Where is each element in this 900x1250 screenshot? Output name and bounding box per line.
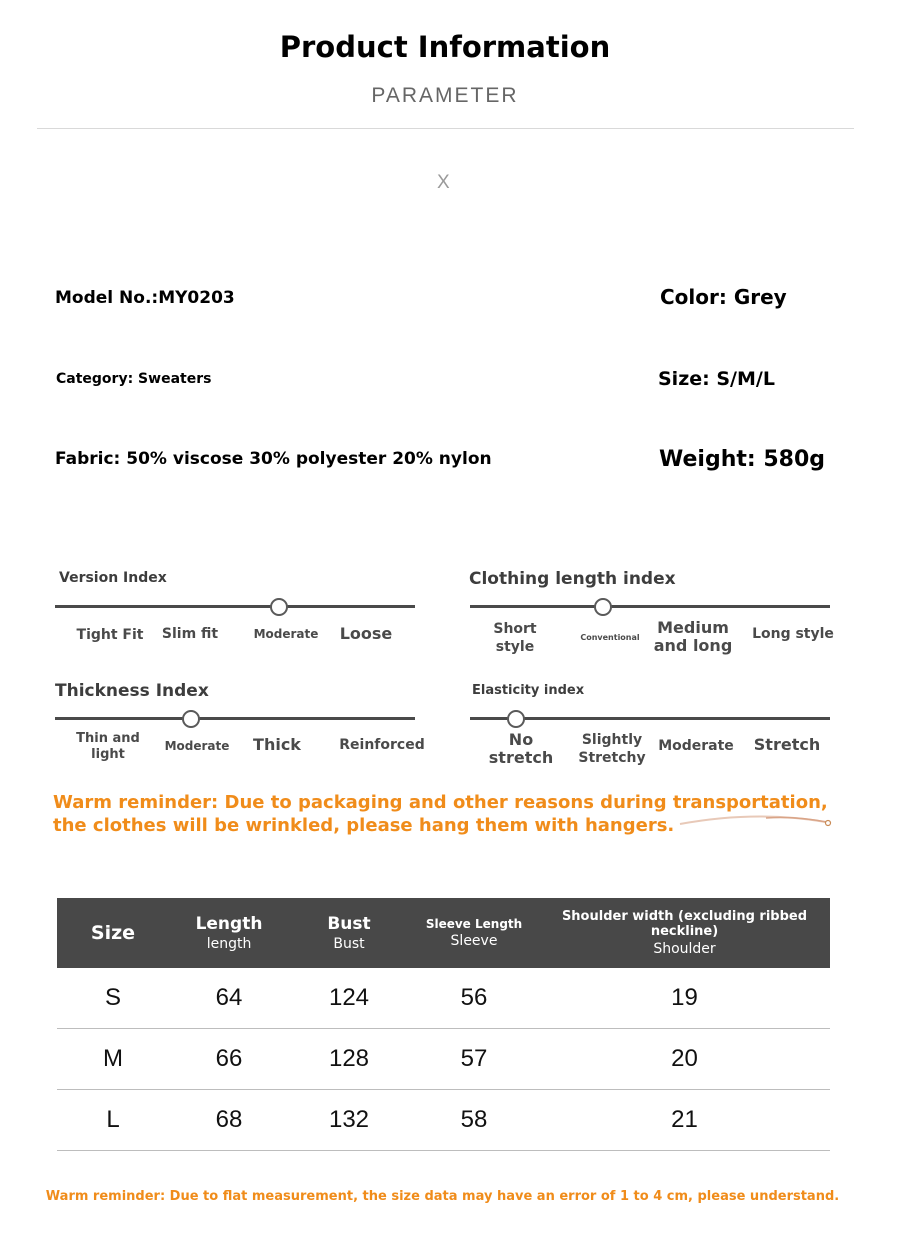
header-length-sub: length bbox=[206, 936, 252, 952]
length-index-knob[interactable] bbox=[594, 598, 612, 616]
thickness-option-reinforced: Reinforced bbox=[339, 737, 425, 753]
version-index-track bbox=[55, 605, 415, 608]
size-table bbox=[57, 898, 830, 1151]
page-subtitle: PARAMETER bbox=[371, 84, 519, 107]
cell-bust: 132 bbox=[289, 1090, 409, 1151]
header-length-label: Length bbox=[195, 914, 263, 934]
thickness-index-knob[interactable] bbox=[182, 710, 200, 728]
cell-sleeve: 56 bbox=[409, 968, 539, 1029]
length-option-medium-long: Medium and long bbox=[653, 618, 733, 655]
elasticity-option-moderate: Moderate bbox=[658, 738, 734, 754]
size-table-header-row bbox=[57, 898, 830, 968]
table-row bbox=[57, 1029, 830, 1090]
header-sleeve-label: Sleeve Length bbox=[425, 917, 523, 931]
header-bust-label: Bust bbox=[327, 914, 371, 934]
cell-size: S bbox=[57, 968, 169, 1029]
packaging-reminder-line1: Warm reminder: Due to packaging and other reasons during transportation, bbox=[53, 792, 828, 813]
version-index-knob[interactable] bbox=[270, 598, 288, 616]
category: Category: Sweaters bbox=[56, 371, 212, 387]
version-index-label: Version Index bbox=[59, 570, 167, 586]
cell-sleeve: 58 bbox=[409, 1090, 539, 1151]
header-shoulder-sub: Shoulder bbox=[653, 941, 716, 957]
table-row bbox=[57, 1090, 830, 1151]
cell-sleeve: 57 bbox=[409, 1029, 539, 1090]
header-bust-sub: Bust bbox=[333, 936, 365, 952]
length-option-long: Long style bbox=[752, 626, 834, 642]
elasticity-option-no-stretch: No stretch bbox=[488, 730, 554, 767]
header-size-label: Size bbox=[90, 922, 136, 944]
page-title: Product Information bbox=[279, 30, 611, 64]
cell-bust: 124 bbox=[289, 968, 409, 1029]
cell-shoulder: 20 bbox=[539, 1029, 830, 1090]
header-bust bbox=[289, 898, 409, 968]
size-range: Size: S/M/L bbox=[658, 368, 775, 390]
version-option-slim-fit: Slim fit bbox=[161, 626, 219, 642]
color: Color: Grey bbox=[660, 285, 787, 309]
header-sleeve bbox=[409, 898, 539, 968]
header-shoulder bbox=[539, 898, 830, 968]
version-option-tight-fit: Tight Fit bbox=[76, 627, 144, 643]
header-sleeve-sub: Sleeve bbox=[450, 933, 498, 949]
length-option-conventional: Conventional bbox=[580, 633, 640, 642]
length-index-label: Clothing length index bbox=[469, 569, 676, 589]
cell-length: 66 bbox=[169, 1029, 289, 1090]
model-number: Model No.:MY0203 bbox=[55, 288, 235, 308]
header-shoulder-label: Shoulder width (excluding ribbed neckline) bbox=[561, 909, 808, 939]
packaging-reminder-line2: the clothes will be wrinkled, please hang them with hangers. bbox=[53, 815, 675, 836]
weight: Weight: 580g bbox=[659, 447, 825, 472]
length-option-short: Short style bbox=[493, 621, 537, 655]
cell-bust: 128 bbox=[289, 1029, 409, 1090]
cell-length: 64 bbox=[169, 968, 289, 1029]
hanger-wire-decoration bbox=[676, 800, 836, 832]
cell-size: L bbox=[57, 1090, 169, 1151]
header-size bbox=[57, 898, 169, 968]
cell-shoulder: 19 bbox=[539, 968, 830, 1029]
header-length bbox=[169, 898, 289, 968]
cell-size: M bbox=[57, 1029, 169, 1090]
thickness-index-label: Thickness Index bbox=[55, 681, 209, 701]
version-option-loose: Loose bbox=[339, 624, 393, 643]
cell-shoulder: 21 bbox=[539, 1090, 830, 1151]
measurement-reminder: Warm reminder: Due to flat measurement, the size data may have an error of 1 to 4 cm, please understand. bbox=[45, 1189, 840, 1204]
close-icon[interactable]: X bbox=[437, 172, 450, 193]
thickness-option-thin-light: Thin and light bbox=[76, 731, 140, 762]
table-row bbox=[57, 968, 830, 1029]
length-index-track bbox=[470, 605, 830, 608]
header-divider bbox=[37, 128, 854, 129]
thickness-option-moderate: Moderate bbox=[164, 739, 230, 753]
thickness-index-track bbox=[55, 717, 415, 720]
fabric: Fabric: 50% viscose 30% polyester 20% nylon bbox=[55, 449, 492, 469]
thickness-option-thick: Thick bbox=[253, 735, 301, 754]
version-option-moderate: Moderate bbox=[253, 627, 319, 641]
elasticity-index-label: Elasticity index bbox=[472, 683, 585, 698]
elasticity-option-stretch: Stretch bbox=[753, 735, 821, 754]
elasticity-index-knob[interactable] bbox=[507, 710, 525, 728]
elasticity-option-slightly-stretchy: Slightly Stretchy bbox=[578, 732, 646, 766]
cell-length: 68 bbox=[169, 1090, 289, 1151]
